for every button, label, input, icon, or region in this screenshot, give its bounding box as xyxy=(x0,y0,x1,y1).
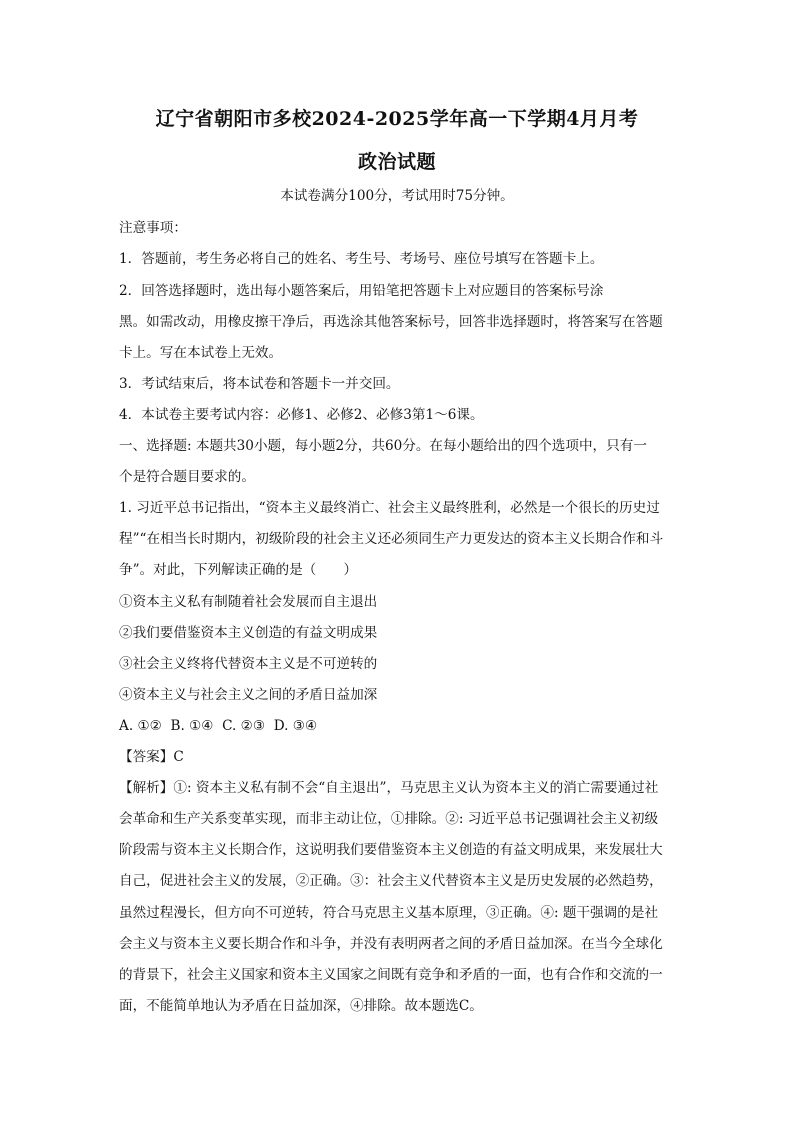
question-options: A. ①② B. ①④ C. ②③ D. ③④ xyxy=(119,718,318,734)
notice-item: 3．考试结束后，将本试卷和答题卡一并交回。 xyxy=(119,376,400,392)
analysis-line: 会革命和生产关系变革实现，而非主动让位，①排除。②: 习近平总书记强调社会主义初级 xyxy=(119,811,659,827)
score-info: 本试卷满分100分，考试用时75分钟。 xyxy=(280,188,514,204)
question-stem: 争”。对此，下列解读正确的是（ ） xyxy=(119,562,358,578)
question-statement: ③社会主义终将代替资本主义是不可逆转的 xyxy=(119,656,378,672)
notice-item: 2．回答选择题时，选出每小题答案后，用铅笔把答题卡上对应题目的答案标号涂 xyxy=(119,283,604,299)
analysis-line: 会主义与资本主义要长期合作和斗争，并没有表明两者之间的矛盾日益加深。在当今全球化 xyxy=(119,936,663,952)
analysis-line: 的背景下，社会主义国家和资本主义国家之间既有竞争和矛盾的一面，也有合作和交流的一 xyxy=(119,967,663,983)
page-title: 辽宁省朝阳市多校2024-2025学年高一下学期4月月考 xyxy=(155,108,639,130)
analysis-line: 【解析】①: 资本主义私有制不会“自主退出”，马克思主义认为资本主义的消亡需要通过社 xyxy=(119,780,659,796)
analysis-line: 自己，促进社会主义的发展，②正确。③：社会主义代替资本主义是历史发展的必然趋势， xyxy=(119,873,663,889)
question-statement: ④资本主义与社会主义之间的矛盾日益加深 xyxy=(119,687,378,703)
notice-item: 4．本试卷主要考试内容：必修1、必修2、必修3第1～6课。 xyxy=(119,407,484,423)
notice-item: 黑。如需改动，用橡皮擦干净后，再选涂其他答案标号，回答非选择题时，将答案写在答题 xyxy=(119,314,663,330)
section-heading: 个是符合题目要求的。 xyxy=(119,469,255,485)
analysis-line: 阶段需与资本主义长期合作，这说明我们要借鉴资本主义创造的有益文明成果，来发展壮大 xyxy=(119,842,663,858)
notice-item: 卡上。写在本试卷上无效。 xyxy=(119,345,283,361)
answer-line: 【答案】C xyxy=(119,749,184,765)
question-stem: 程”“在相当长时期内，初级阶段的社会主义还必须同生产力更发达的资本主义长期合作和斗 xyxy=(119,531,664,547)
notice-heading: 注意事项： xyxy=(119,220,187,236)
analysis-line: 虽然过程漫长，但方向不可逆转，符合马克思主义基本原理，③正确。④: 题干强调的是社 xyxy=(119,905,659,921)
page-subtitle: 政治试题 xyxy=(357,151,436,173)
section-heading: 一、选择题: 本题共30小题，每小题2分，共60分。在每小题给出的四个选项中，只有一 xyxy=(119,438,647,454)
question-statement: ①资本主义私有制随着社会发展而自主退出 xyxy=(119,594,378,610)
question-statement: ②我们要借鉴资本主义创造的有益文明成果 xyxy=(119,625,378,641)
analysis-line: 面，不能简单地认为矛盾在日益加深，④排除。故本题选C。 xyxy=(119,998,483,1014)
question-stem: 1. 习近平总书记指出，“资本主义最终消亡、社会主义最终胜利，必然是一个很长的历史过 xyxy=(119,500,660,516)
notice-item: 1．答题前，考生务必将自己的姓名、考生号、考场号、座位号填写在答题卡上。 xyxy=(119,251,604,267)
